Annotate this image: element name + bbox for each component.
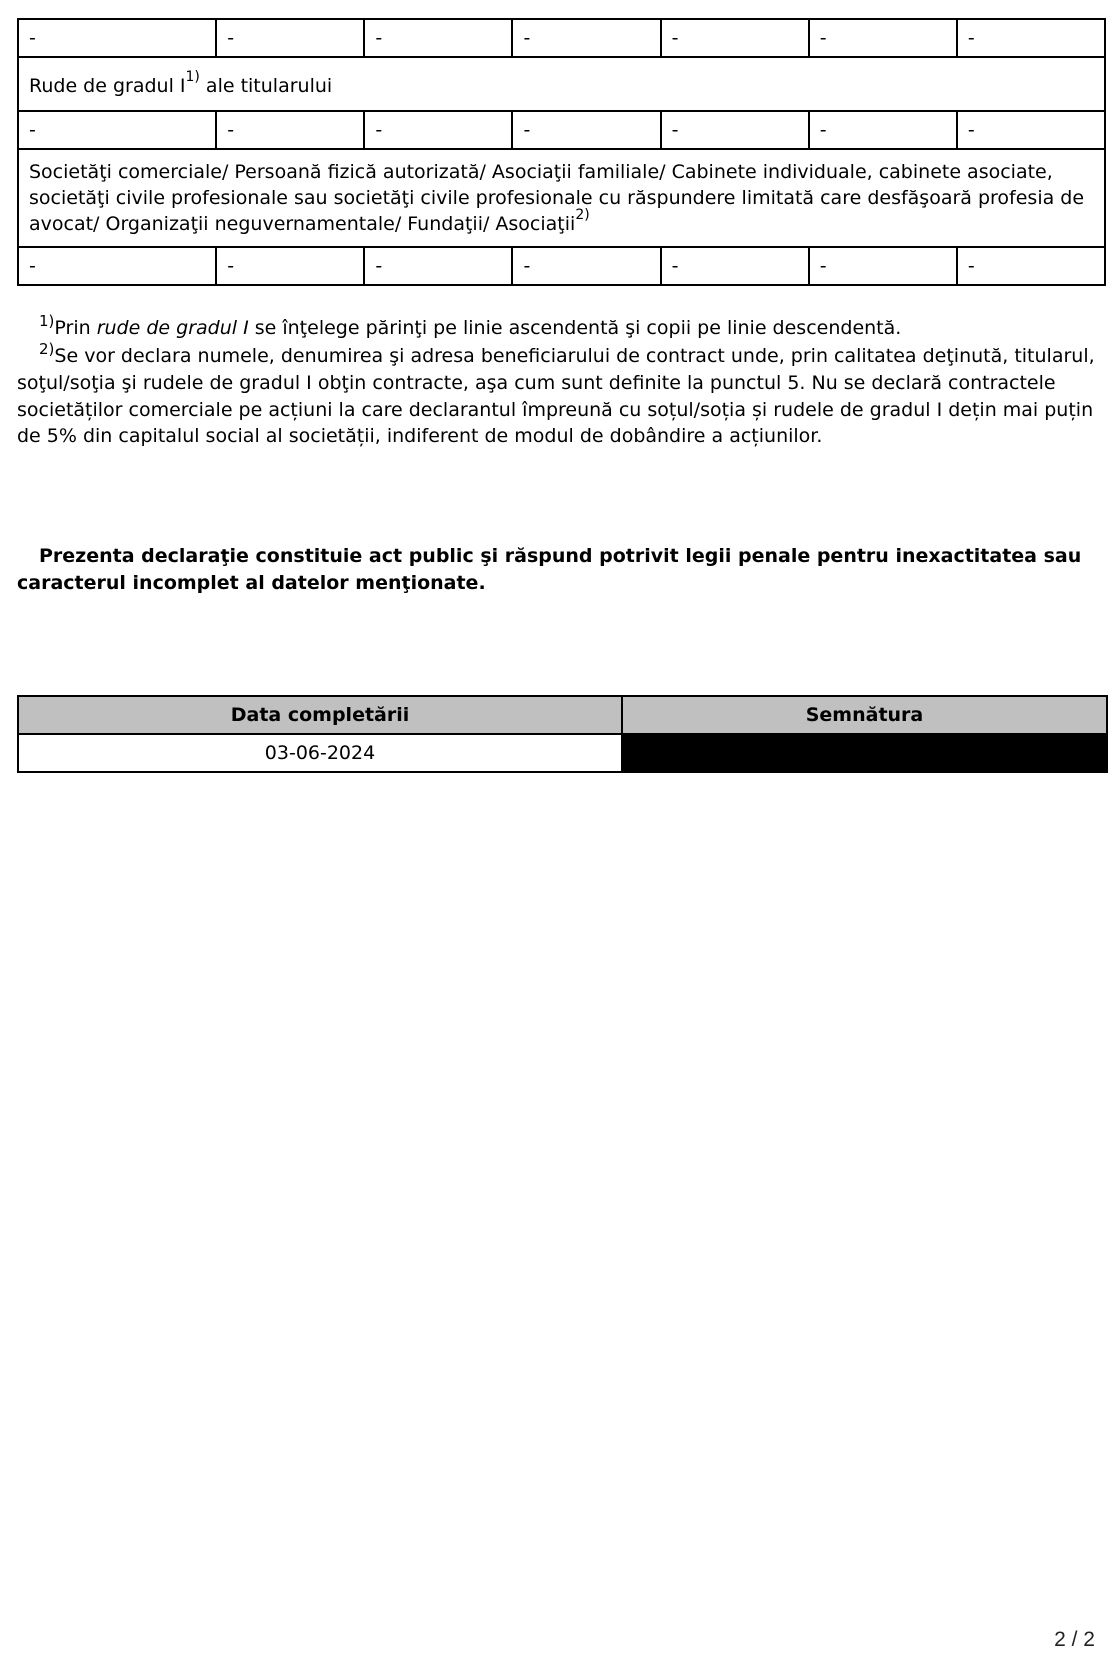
table-cell: - — [661, 111, 809, 149]
footnote-2 — [17, 339, 1106, 450]
table-row — [18, 247, 1105, 285]
date-value: 03-06-2024 — [18, 734, 622, 772]
table-cell: - — [661, 19, 809, 57]
table-cell: - — [512, 111, 660, 149]
footnote-ref: 1) — [185, 68, 200, 85]
legal-statement: Prezenta declaraţie constituie act public şi răspund potrivit legii penale pentru inexactitatea sau caracterul incomplet al datelor menţionate. — [17, 545, 1082, 594]
table-row — [18, 111, 1105, 149]
table-cell: - — [364, 19, 512, 57]
contracts-table — [17, 18, 1106, 286]
page-number: 2 / 2 — [1054, 1628, 1095, 1651]
table-cell: - — [512, 19, 660, 57]
section-label-societati — [18, 149, 1105, 247]
table-row — [18, 19, 1105, 57]
section-label-rude — [18, 57, 1105, 111]
signature-table-header — [18, 696, 1107, 734]
signature-table — [17, 695, 1108, 773]
table-cell: - — [216, 247, 364, 285]
table-cell: - — [957, 19, 1105, 57]
table-cell: - — [216, 111, 364, 149]
table-cell: - — [957, 247, 1105, 285]
footnote-text: Prin — [54, 317, 97, 339]
section-label-text: ale titularului — [199, 75, 333, 97]
footnote-mark: 1) — [39, 312, 55, 330]
footnote-text: Se vor declara numele, denumirea şi adresa beneficiarului de contract unde, prin calitatea deţinută, titularul, soţul/soţia şi rudele de gradul I obţin contracte, aşa cum sunt definite la punctul 5. Nu se declară contractele societăților comerciale pe acțiuni la care declarantul împreună cu soțul/soția și rudele de gradul I dețin mai puțin de 5% din capitalul social al societății, indiferent de modul de dobândire a acțiunilor. — [17, 344, 1095, 447]
footnote-1 — [17, 312, 1106, 343]
table-cell: - — [18, 19, 216, 57]
section-row-rude — [18, 57, 1105, 111]
footnote-ref: 2) — [575, 206, 590, 223]
table-cell: - — [809, 111, 957, 149]
table-cell: - — [216, 19, 364, 57]
signature-redacted — [622, 734, 1107, 772]
signature-table-row — [18, 734, 1107, 772]
table-cell: - — [512, 247, 660, 285]
table-cell: - — [809, 247, 957, 285]
table-cell: - — [18, 247, 216, 285]
table-cell: - — [364, 111, 512, 149]
table-cell: - — [809, 19, 957, 57]
footnote-mark: 2) — [39, 339, 55, 358]
signature-header: Semnătura — [622, 696, 1107, 734]
section-label-text: Societăţi comerciale/ Persoană fizică autorizată/ Asociaţii familiale/ Cabinete individuale, cabinete asociate, societăţi civile profesionale sau societăţi civile profesionale cu răspundere limitată care desfăşoară profesia de avocat/ Organizaţii neguvernamentale/ Fundaţii/ Asociaţii — [29, 161, 1085, 235]
footnote-text: se înţelege părinţi pe linie ascendentă şi copii pe linie descendentă. — [248, 317, 902, 339]
date-header: Data completării — [18, 696, 622, 734]
section-row-societati — [18, 149, 1105, 247]
table-cell: - — [364, 247, 512, 285]
table-cell: - — [661, 247, 809, 285]
table-cell: - — [18, 111, 216, 149]
footnotes — [17, 312, 1106, 450]
table-cell: - — [957, 111, 1105, 149]
section-label-text: Rude de gradul I — [29, 75, 186, 97]
footnote-italic-term: rude de gradul I — [96, 317, 249, 339]
